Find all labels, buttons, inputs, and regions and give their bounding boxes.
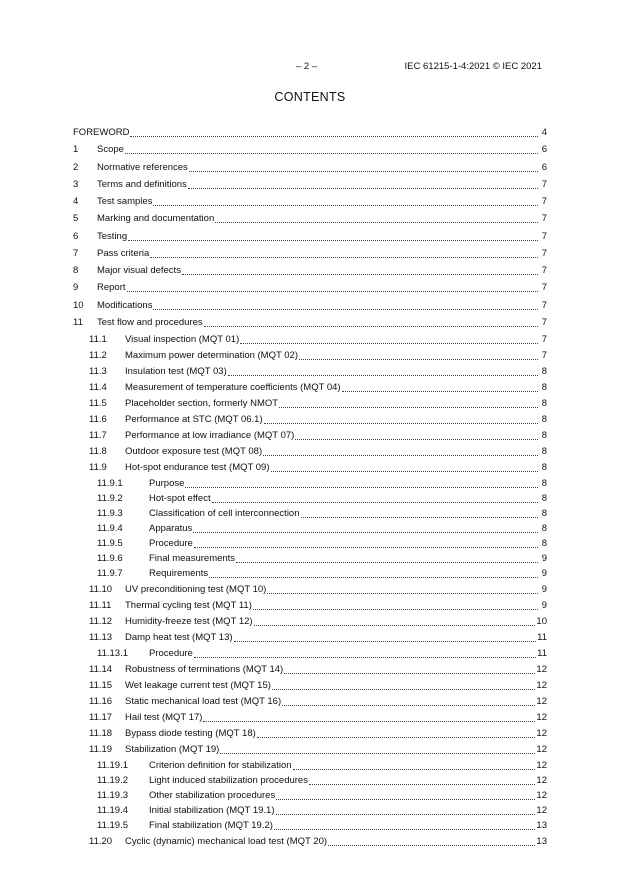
dot-leader [236,556,538,563]
toc-entry-number: 11.9.2 [97,492,123,504]
toc-entry-page: 12 [536,743,547,755]
toc-entry-title: Visual inspection (MQT 01) [125,333,240,345]
toc-entry[interactable] [73,331,547,347]
toc-entry[interactable] [73,725,547,741]
toc-entry-title: Requirements [149,568,209,580]
dot-leader [253,603,538,610]
toc-entry[interactable] [73,245,547,262]
toc-entry[interactable] [73,709,547,725]
toc-entry[interactable] [73,193,547,210]
dot-leader [301,511,539,518]
dot-leader [284,667,535,674]
dot-leader [128,234,538,241]
toc-entry[interactable] [73,228,547,245]
toc-entry[interactable] [73,491,547,506]
toc-entry-title: Insulation test (MQT 03) [125,365,227,377]
toc-entry-page: 7 [541,299,547,311]
standard-reference: IEC 61215-1-4:2021 © IEC 2021 [404,61,542,72]
toc-entry-page: 13 [536,835,547,847]
toc-entry-title: Major visual defects [97,265,181,277]
dot-leader [279,401,538,408]
toc-entry-title: Scope [97,144,124,156]
dot-leader [188,182,538,189]
toc-entry[interactable] [73,347,547,363]
toc-entry[interactable] [73,279,547,296]
toc-entry-page: 7 [541,349,547,361]
toc-entry[interactable] [73,818,547,833]
toc-entry-page: 7 [541,213,547,225]
toc-entry-title: Hail test (MQT 17) [125,711,203,723]
toc-entry-number: 11.19.1 [97,759,128,771]
toc-entry-page: 11 [537,632,547,644]
toc-entry-title: Other stabilization procedures [149,789,276,801]
toc-entry-page: 8 [541,492,547,504]
dot-leader [272,683,536,690]
toc-entry-number: 11.19 [89,743,113,755]
table-of-contents [73,124,547,849]
toc-entry[interactable] [73,661,547,677]
toc-entry-title: Classification of cell interconnection [149,508,300,520]
toc-entry-title: Cyclic (dynamic) mechanical load test (MQT 20) [125,835,328,847]
toc-entry-title: Criterion definition for stabilization [149,759,292,771]
toc-entry-number: 2 [73,161,79,173]
toc-entry-number: 11.9.3 [97,508,123,520]
toc-entry-number: 11.12 [89,616,113,628]
toc-entry-page: 8 [541,538,547,550]
toc-entry-title: Test flow and procedures [97,316,203,328]
toc-entry[interactable] [73,210,547,227]
toc-entry[interactable] [73,630,547,646]
toc-entry-page: 8 [541,397,547,409]
toc-entry-title: Marking and documentation [97,213,215,225]
toc-entry-number: 11.11 [89,600,112,612]
toc-entry-page: 7 [541,178,547,190]
toc-entry-number: 11.4 [89,381,107,393]
dot-leader [267,587,538,594]
toc-entry[interactable] [73,428,547,444]
dot-leader [194,651,536,658]
toc-entry-page: 6 [541,144,547,156]
toc-entry[interactable] [73,395,547,411]
toc-entry[interactable] [73,262,547,279]
toc-entry-page: 12 [536,759,547,771]
toc-entry-page: 8 [541,477,547,489]
toc-entry-page: 8 [541,508,547,520]
toc-entry-page: 12 [536,679,547,691]
toc-entry-number: 4 [73,196,79,208]
toc-entry-page: 8 [541,430,547,442]
toc-entry[interactable] [73,614,547,630]
toc-entry-number: 11.9.7 [97,568,123,580]
toc-entry[interactable] [73,124,547,141]
toc-entry-number: 11.19.5 [97,819,128,831]
toc-entry-title: FOREWORD [73,127,130,139]
toc-entry-page: 7 [541,196,547,208]
toc-entry-title: Stabilization (MQT 19) [125,743,220,755]
toc-entry-page: 4 [541,127,547,139]
toc-entry-title: Terms and definitions [97,178,187,190]
toc-entry[interactable] [73,176,547,193]
toc-entry-title: Hot-spot effect [149,492,211,504]
toc-entry-title: Maximum power determination (MQT 02) [125,349,298,361]
toc-entry[interactable] [73,788,547,803]
dot-leader [264,417,538,424]
dot-leader [130,130,538,137]
toc-entry-number: 11.20 [89,835,113,847]
dot-leader [328,839,535,846]
toc-entry[interactable] [73,833,547,849]
toc-entry-number: 11.17 [89,711,113,723]
toc-entry-title: Final measurements [149,553,236,565]
dot-leader [276,808,536,815]
toc-entry-page: 7 [541,333,547,345]
toc-entry-number: 11.9.5 [97,538,123,550]
dot-leader [309,778,535,785]
toc-entry-number: 11.6 [89,414,107,426]
toc-entry-page: 7 [541,316,547,328]
toc-entry-number: 11.15 [89,679,113,691]
toc-entry-title: Thermal cycling test (MQT 11) [125,600,252,612]
toc-entry[interactable] [73,521,547,536]
toc-entry[interactable] [73,803,547,818]
dot-leader [276,793,535,800]
toc-entry-number: 11.13.1 [97,647,128,659]
toc-entry-page: 7 [541,230,547,242]
toc-entry-title: Modifications [97,299,153,311]
toc-entry-page: 12 [536,804,547,816]
toc-entry-number: 11.8 [89,446,107,458]
toc-entry-title: Bypass diode testing (MQT 18) [125,727,256,739]
toc-entry-number: 11.3 [89,365,107,377]
dot-leader [150,251,538,258]
page-number: – 2 – [296,61,318,72]
toc-entry-number: 7 [73,247,79,259]
toc-entry[interactable] [73,677,547,693]
toc-entry-title: Final stabilization (MQT 19.2) [149,819,273,831]
dot-leader [271,465,539,472]
dot-leader [234,635,537,642]
page-header [0,61,620,75]
toc-entry-page: 7 [541,265,547,277]
toc-entry-page: 6 [541,161,547,173]
toc-entry-number: 11.1 [89,333,107,345]
toc-entry-number: 5 [73,213,79,225]
toc-entry[interactable] [73,444,547,460]
dot-leader [193,526,538,533]
toc-entry-title: Robustness of terminations (MQT 14) [125,663,284,675]
dot-leader [204,320,538,327]
dot-leader [342,385,538,392]
toc-entry-number: 10 [73,299,84,311]
toc-entry-page: 12 [536,774,547,786]
toc-entry-page: 12 [536,695,547,707]
toc-entry-title: Normative references [97,161,188,173]
dot-leader [228,369,538,376]
toc-entry[interactable] [73,773,547,788]
toc-entry-title: Placeholder section, formerly NMOT [125,397,279,409]
toc-entry-page: 12 [536,789,547,801]
toc-entry-number: 11.13 [89,632,113,644]
dot-leader [153,303,538,310]
dot-leader [293,763,536,770]
toc-entry-title: Purpose [149,477,185,489]
toc-entry-page: 11 [537,647,547,659]
toc-entry-title: Procedure [149,647,193,659]
toc-entry-number: 9 [73,282,79,294]
toc-entry[interactable] [73,314,547,331]
toc-entry-page: 8 [541,381,547,393]
toc-entry-title: Damp heat test (MQT 13) [125,632,233,644]
toc-entry-number: 6 [73,230,79,242]
dot-leader [220,747,535,754]
toc-entry-number: 11.9.6 [97,553,123,565]
toc-entry-title: Measurement of temperature coefficients (MQT 04) [125,381,341,393]
toc-entry[interactable] [73,363,547,379]
toc-entry-number: 3 [73,178,79,190]
toc-entry-title: Apparatus [149,523,193,535]
toc-entry-title: Hot-spot endurance test (MQT 09) [125,462,270,474]
dot-leader [254,619,536,626]
toc-entry[interactable] [73,476,547,491]
toc-entry-page: 8 [541,523,547,535]
toc-entry[interactable] [73,536,547,551]
toc-entry-title: Static mechanical load test (MQT 16) [125,695,282,707]
dot-leader [182,268,538,275]
toc-entry-page: 12 [536,727,547,739]
toc-entry[interactable] [73,506,547,521]
toc-entry-number: 11.5 [89,397,107,409]
toc-entry[interactable] [73,582,547,598]
toc-entry-number: 11.19.2 [97,774,128,786]
dot-leader [295,433,538,440]
dot-leader [263,449,538,456]
toc-entry-page: 9 [541,553,547,565]
toc-entry-number: 11.7 [89,430,107,442]
dot-leader [257,731,536,738]
dot-leader [127,285,538,292]
toc-entry-page: 8 [541,365,547,377]
toc-entry-number: 11.14 [89,663,113,675]
toc-entry-number: 8 [73,265,79,277]
toc-entry[interactable] [73,598,547,614]
toc-entry[interactable] [73,741,547,757]
toc-entry[interactable] [73,646,547,661]
dot-leader [215,216,538,223]
toc-entry[interactable] [73,551,547,566]
toc-entry-title: Performance at STC (MQT 06.1) [125,414,263,426]
toc-entry[interactable] [73,566,547,581]
toc-entry-number: 1 [73,144,79,156]
toc-entry-title: Report [97,282,126,294]
toc-entry-page: 12 [536,711,547,723]
toc-entry-page: 10 [536,616,547,628]
dot-leader [194,541,538,548]
toc-entry-title: Wet leakage current test (MQT 15) [125,679,271,691]
toc-entry-title: Performance at low irradiance (MQT 07) [125,430,295,442]
toc-entry-number: 11.10 [89,584,113,596]
toc-entry-page: 12 [536,663,547,675]
toc-entry-number: 11 [73,316,83,328]
toc-entry-number: 11.16 [89,695,113,707]
toc-entry[interactable] [73,411,547,427]
toc-entry-title: Initial stabilization (MQT 19.1) [149,804,275,816]
toc-entry-title: Pass criteria [97,247,150,259]
toc-entry-number: 11.9.4 [97,523,123,535]
dot-leader [203,715,535,722]
dot-leader [282,699,535,706]
toc-entry-number: 11.18 [89,727,113,739]
toc-entry[interactable] [73,141,547,158]
toc-entry-number: 11.9 [89,462,107,474]
toc-entry-number: 11.2 [89,349,107,361]
toc-entry[interactable] [73,460,547,476]
toc-entry-page: 9 [541,568,547,580]
toc-entry-title: Test samples [97,196,153,208]
dot-leader [185,481,538,488]
toc-entry-title: Outdoor exposure test (MQT 08) [125,446,263,458]
toc-entry-title: Testing [97,230,128,242]
toc-entry-number: 11.9.1 [97,477,123,489]
toc-entry[interactable] [73,379,547,395]
toc-entry-title: Humidity-freeze test (MQT 12) [125,616,253,628]
dot-leader [189,165,538,172]
toc-entry-number: 11.19.4 [97,804,128,816]
dot-leader [153,199,538,206]
dot-leader [212,496,538,503]
toc-entry[interactable] [73,297,547,314]
toc-entry-page: 9 [541,584,547,596]
toc-entry[interactable] [73,693,547,709]
dot-leader [274,823,536,830]
toc-entry-page: 8 [541,446,547,458]
toc-entry-page: 7 [541,247,547,259]
toc-entry-title: UV preconditioning test (MQT 10) [125,584,267,596]
toc-entry-page: 8 [541,414,547,426]
toc-entry-page: 13 [536,819,547,831]
toc-entry-title: Procedure [149,538,193,550]
dot-leader [209,571,538,578]
contents-title: CONTENTS [274,90,346,104]
toc-entry-page: 9 [541,600,547,612]
dot-leader [299,353,538,360]
dot-leader [240,337,538,344]
dot-leader [125,147,538,154]
toc-entry[interactable] [73,758,547,773]
toc-entry-page: 7 [541,282,547,294]
toc-entry-title: Light induced stabilization procedures [149,774,308,786]
toc-entry[interactable] [73,159,547,176]
toc-entry-page: 8 [541,462,547,474]
toc-entry-number: 11.19.3 [97,789,128,801]
